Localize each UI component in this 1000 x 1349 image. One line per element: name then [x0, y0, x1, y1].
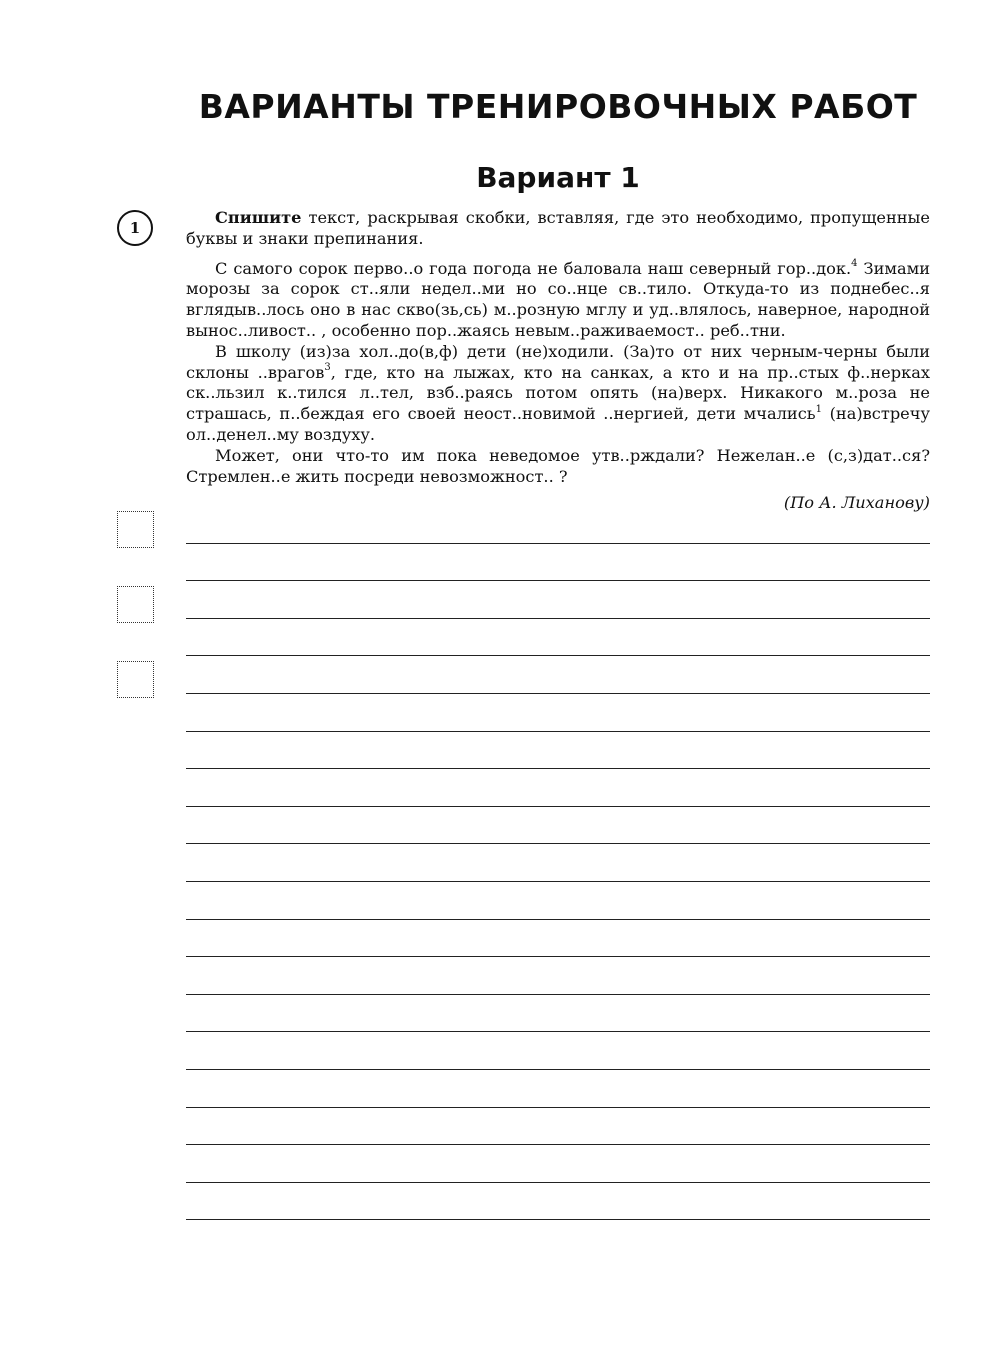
instruction-verb: Спишите: [215, 208, 302, 227]
paragraph-3: [186, 446, 930, 488]
paragraph-text: Зимами морозы за сорок ст..яли недел..ми но со..нце св..тило. Откуда-то из поднебес..я вглядыв..лось оно в нас скво(зь,сь) м..розную мглу и уд..влялось, наверное, народной вынос..ливост.. , особенно пор..жаясь невым..раживаемост.. реб..тни.: [186, 258, 930, 340]
score-box[interactable]: [117, 586, 154, 623]
answer-line[interactable]: [186, 807, 930, 845]
score-box[interactable]: [117, 661, 154, 698]
paragraph-text: Может, они что-то им пока неведомое утв..рждали? Нежелан..е (с,з)дат..ся? Стремлен..е жить посреди невозможност.. ?: [186, 445, 930, 486]
answer-line[interactable]: [186, 506, 930, 544]
answer-line[interactable]: [186, 769, 930, 807]
answer-line[interactable]: [186, 544, 930, 582]
footnote-marker: 4: [851, 258, 858, 270]
answer-line[interactable]: [186, 1070, 930, 1108]
answer-lines[interactable]: [186, 506, 930, 1220]
paragraph-text: , где, кто на лыжах, кто на санках, а кто и на пр..стых ф..нерках ск..льзил к..тился л..тел, взб..раясь потом опять (на)верх. Никакого м..роза не страшась, п..беждая его своей неост..новимой ..нергией, дети мчались: [186, 362, 930, 424]
task-number: 1: [129, 219, 141, 237]
page-title: ВАРИАНТЫ ТРЕНИРОВОЧНЫХ РАБОТ: [198, 87, 918, 126]
answer-line[interactable]: [186, 995, 930, 1033]
answer-line[interactable]: [186, 1108, 930, 1146]
task-instruction: [186, 208, 930, 250]
answer-line[interactable]: [186, 1183, 930, 1221]
variant-title: Вариант 1: [476, 161, 640, 194]
task-number-badge: [117, 210, 153, 246]
answer-line[interactable]: [186, 882, 930, 920]
answer-line[interactable]: [186, 957, 930, 995]
footnote-marker: 3: [324, 362, 331, 374]
answer-line[interactable]: [186, 1032, 930, 1070]
answer-line[interactable]: [186, 694, 930, 732]
paragraph-text: С самого сорок перво..о года погода не баловала наш северный гор..док.: [215, 258, 852, 278]
task-text-block: [186, 208, 930, 514]
answer-line[interactable]: [186, 844, 930, 882]
answer-line[interactable]: [186, 732, 930, 770]
paragraph-text: В школу (из)за хол..до(в,ф) дети (не)ходили. (За)то от них черным-черны были склоны ..врагов: [186, 341, 930, 382]
footnote-marker: 1: [815, 403, 822, 415]
answer-line[interactable]: [186, 619, 930, 657]
instruction-text: текст, раскрывая скобки, вставляя, где это необходимо, пропущенные буквы и знаки препинания.: [186, 208, 930, 248]
paragraph-2: [186, 342, 930, 446]
answer-line[interactable]: [186, 656, 930, 694]
paragraph-text: (на)встречу ол..денел..му воздуху.: [186, 404, 930, 444]
answer-line[interactable]: [186, 581, 930, 619]
paragraph-1: [186, 259, 930, 342]
source-attribution: (По А. Лиханову): [783, 493, 930, 513]
answer-line[interactable]: [186, 1145, 930, 1183]
answer-line[interactable]: [186, 920, 930, 958]
score-box[interactable]: [117, 511, 154, 548]
